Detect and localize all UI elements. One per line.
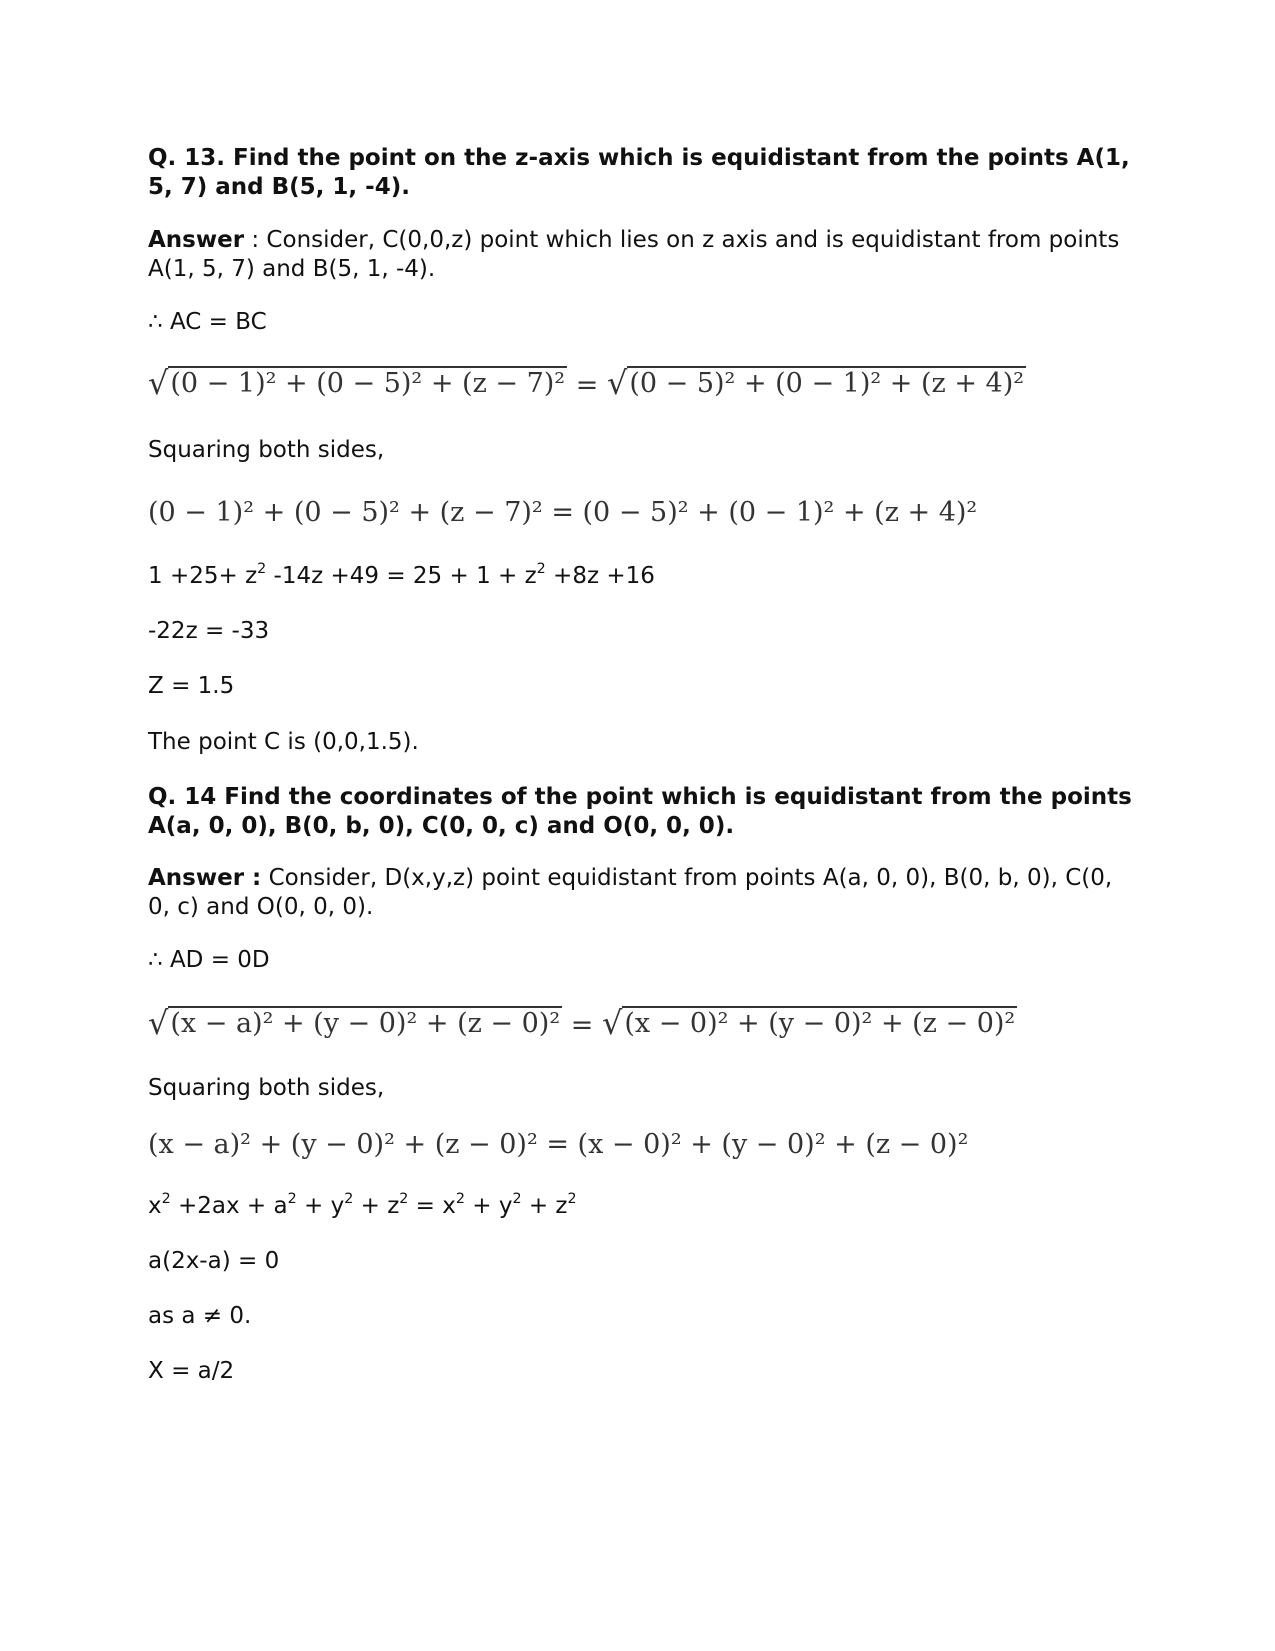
step-13-b: Z = 1.5 (148, 673, 235, 699)
squaring-14: Squaring both sides, (148, 1075, 385, 1101)
sqrt-left: √ (0 − 1)² + (0 − 5)² + (z − 7)² (148, 364, 566, 402)
expansion-13: $1 +25+ z^2$ $-14z +49 = 25 + 1 + z^2 +8z +16$ (148, 561, 655, 589)
question-13: Q. 13. Find the point on the z-axis which is equidistant from the points A(1, 5, 7) and B(5, 1, -4). (148, 145, 1130, 200)
answer-text: Consider, D(x,y,z) point equidistant from points A(a, 0, 0), B(0, b, 0), C(0, 0, c) and O(0, 0, 0). (148, 865, 1113, 920)
answer-13 (148, 226, 1138, 284)
formula-q13-sqrt: √ (0 − 1)² + (0 − 5)² + (z − 7)² = √ (0 − 5)² + (0 − 1)² + (z + 4)² (148, 364, 1025, 402)
step-13-a: -22z = -33 (148, 618, 270, 644)
therefore-13: ∴ AC = BC (148, 309, 267, 335)
step-14-c: X = a/2 (148, 1358, 235, 1384)
answer-label: Answer (148, 227, 245, 253)
conclusion-13: The point C is (0,0,1.5). (148, 729, 419, 755)
sqrt-right: √ (x − 0)² + (y − 0)² + (z − 0)² (601, 1004, 1016, 1042)
answer-label: Answer : (148, 865, 262, 891)
squaring-13: Squaring both sides, (148, 437, 385, 463)
step-14-b: as a ≠ 0. (148, 1303, 252, 1329)
answer-14 (148, 864, 1138, 922)
question-14: Q. 14 Find the coordinates of the point which is equidistant from the points A(a, 0, 0), B(0, b, 0), C(0, 0, c) and O(0, 0, 0). (148, 784, 1132, 839)
expansion-14: $x^2 +2ax + a^2 + y^2 + z^2 = x^2 + y^2 + z^2$ (148, 1191, 577, 1219)
therefore-14: ∴ AD = 0D (148, 947, 270, 973)
answer-text: : Consider, C(0,0,z) point which lies on z axis and is equidistant from points A(1, 5, 7) and B(5, 1, -4). (148, 227, 1120, 282)
sqrt-right: √ (0 − 5)² + (0 − 1)² + (z + 4)² (606, 364, 1025, 402)
sqrt-left: √ (x − a)² + (y − 0)² + (z − 0)² (148, 1004, 561, 1042)
formula-q14-sqrt: √ (x − a)² + (y − 0)² + (z − 0)² = √ (x − 0)² + (y − 0)² + (z − 0)² (148, 1004, 1016, 1042)
step-14-a: a(2x-a) = 0 (148, 1248, 280, 1274)
formula-q14-squared: (x − a)² + (y − 0)² + (z − 0)² = (x − 0)² + (y − 0)² + (z − 0)² (148, 1129, 969, 1160)
formula-q13-squared: (0 − 1)² + (0 − 5)² + (z − 7)² = (0 − 5)² + (0 − 1)² + (z + 4)² (148, 497, 978, 528)
